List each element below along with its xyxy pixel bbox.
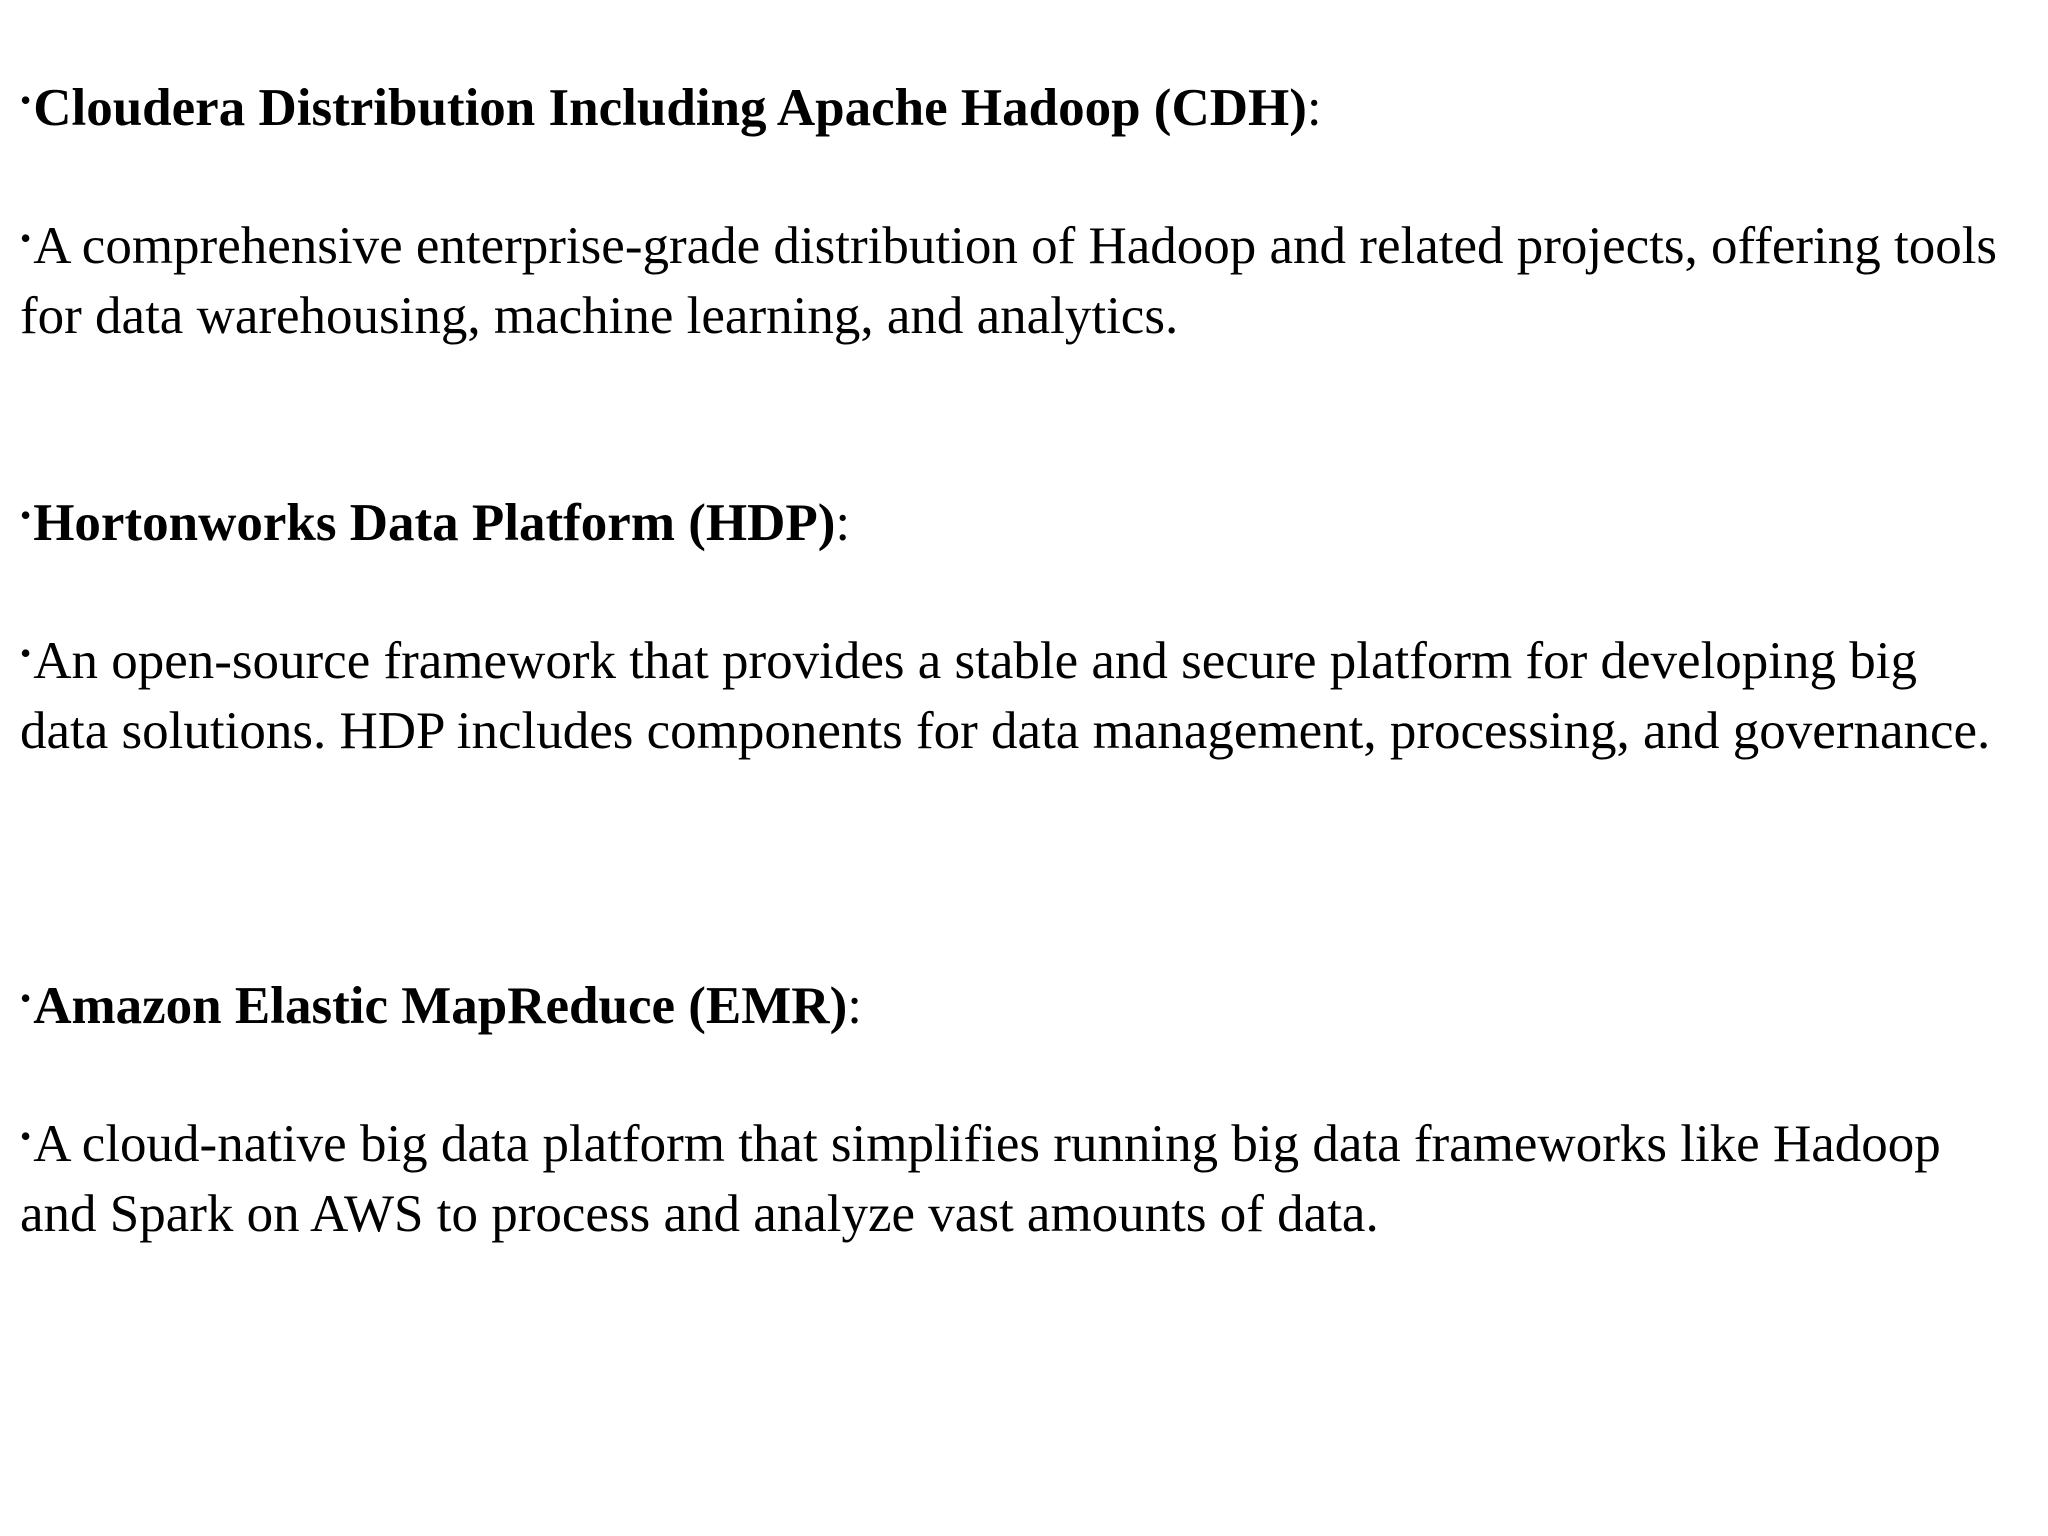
- item-description-emr: [20, 1101, 2010, 1249]
- heading-suffix: :: [835, 494, 851, 552]
- heading-text: Amazon Elastic MapReduce (EMR): [33, 977, 848, 1035]
- item-heading-hdp: [20, 480, 2010, 558]
- item-heading-emr: [20, 963, 2010, 1041]
- item-heading-cdh: [20, 65, 2010, 143]
- item-description-cdh: [20, 203, 2010, 351]
- heading-text: Cloudera Distribution Including Apache Hadoop (CDH): [33, 79, 1307, 137]
- heading-suffix: :: [1306, 79, 1322, 137]
- bullet-icon: •: [20, 82, 32, 118]
- bullet-icon: •: [20, 220, 32, 256]
- bullet-icon: •: [20, 980, 32, 1016]
- bullet-icon: •: [20, 497, 32, 533]
- description-text: A cloud-native big data platform that simplifies running big data frameworks like Hadoop and Spark on AWS to process and analyze vast amounts of data.: [20, 1115, 1941, 1243]
- description-text: A comprehensive enterprise-grade distribution of Hadoop and related projects, offering tools for data warehousing, machine learning, and analytics.: [20, 217, 1998, 345]
- item-description-hdp: [20, 618, 2010, 766]
- bullet-icon: •: [20, 1118, 32, 1154]
- heading-suffix: :: [847, 977, 862, 1035]
- bullet-icon: •: [20, 635, 32, 671]
- heading-text: Hortonworks Data Platform (HDP): [33, 494, 836, 552]
- description-text: An open-source framework that provides a stable and secure platform for developing big data solutions. HDP includes components for data management, processing, and governance.: [20, 632, 1991, 760]
